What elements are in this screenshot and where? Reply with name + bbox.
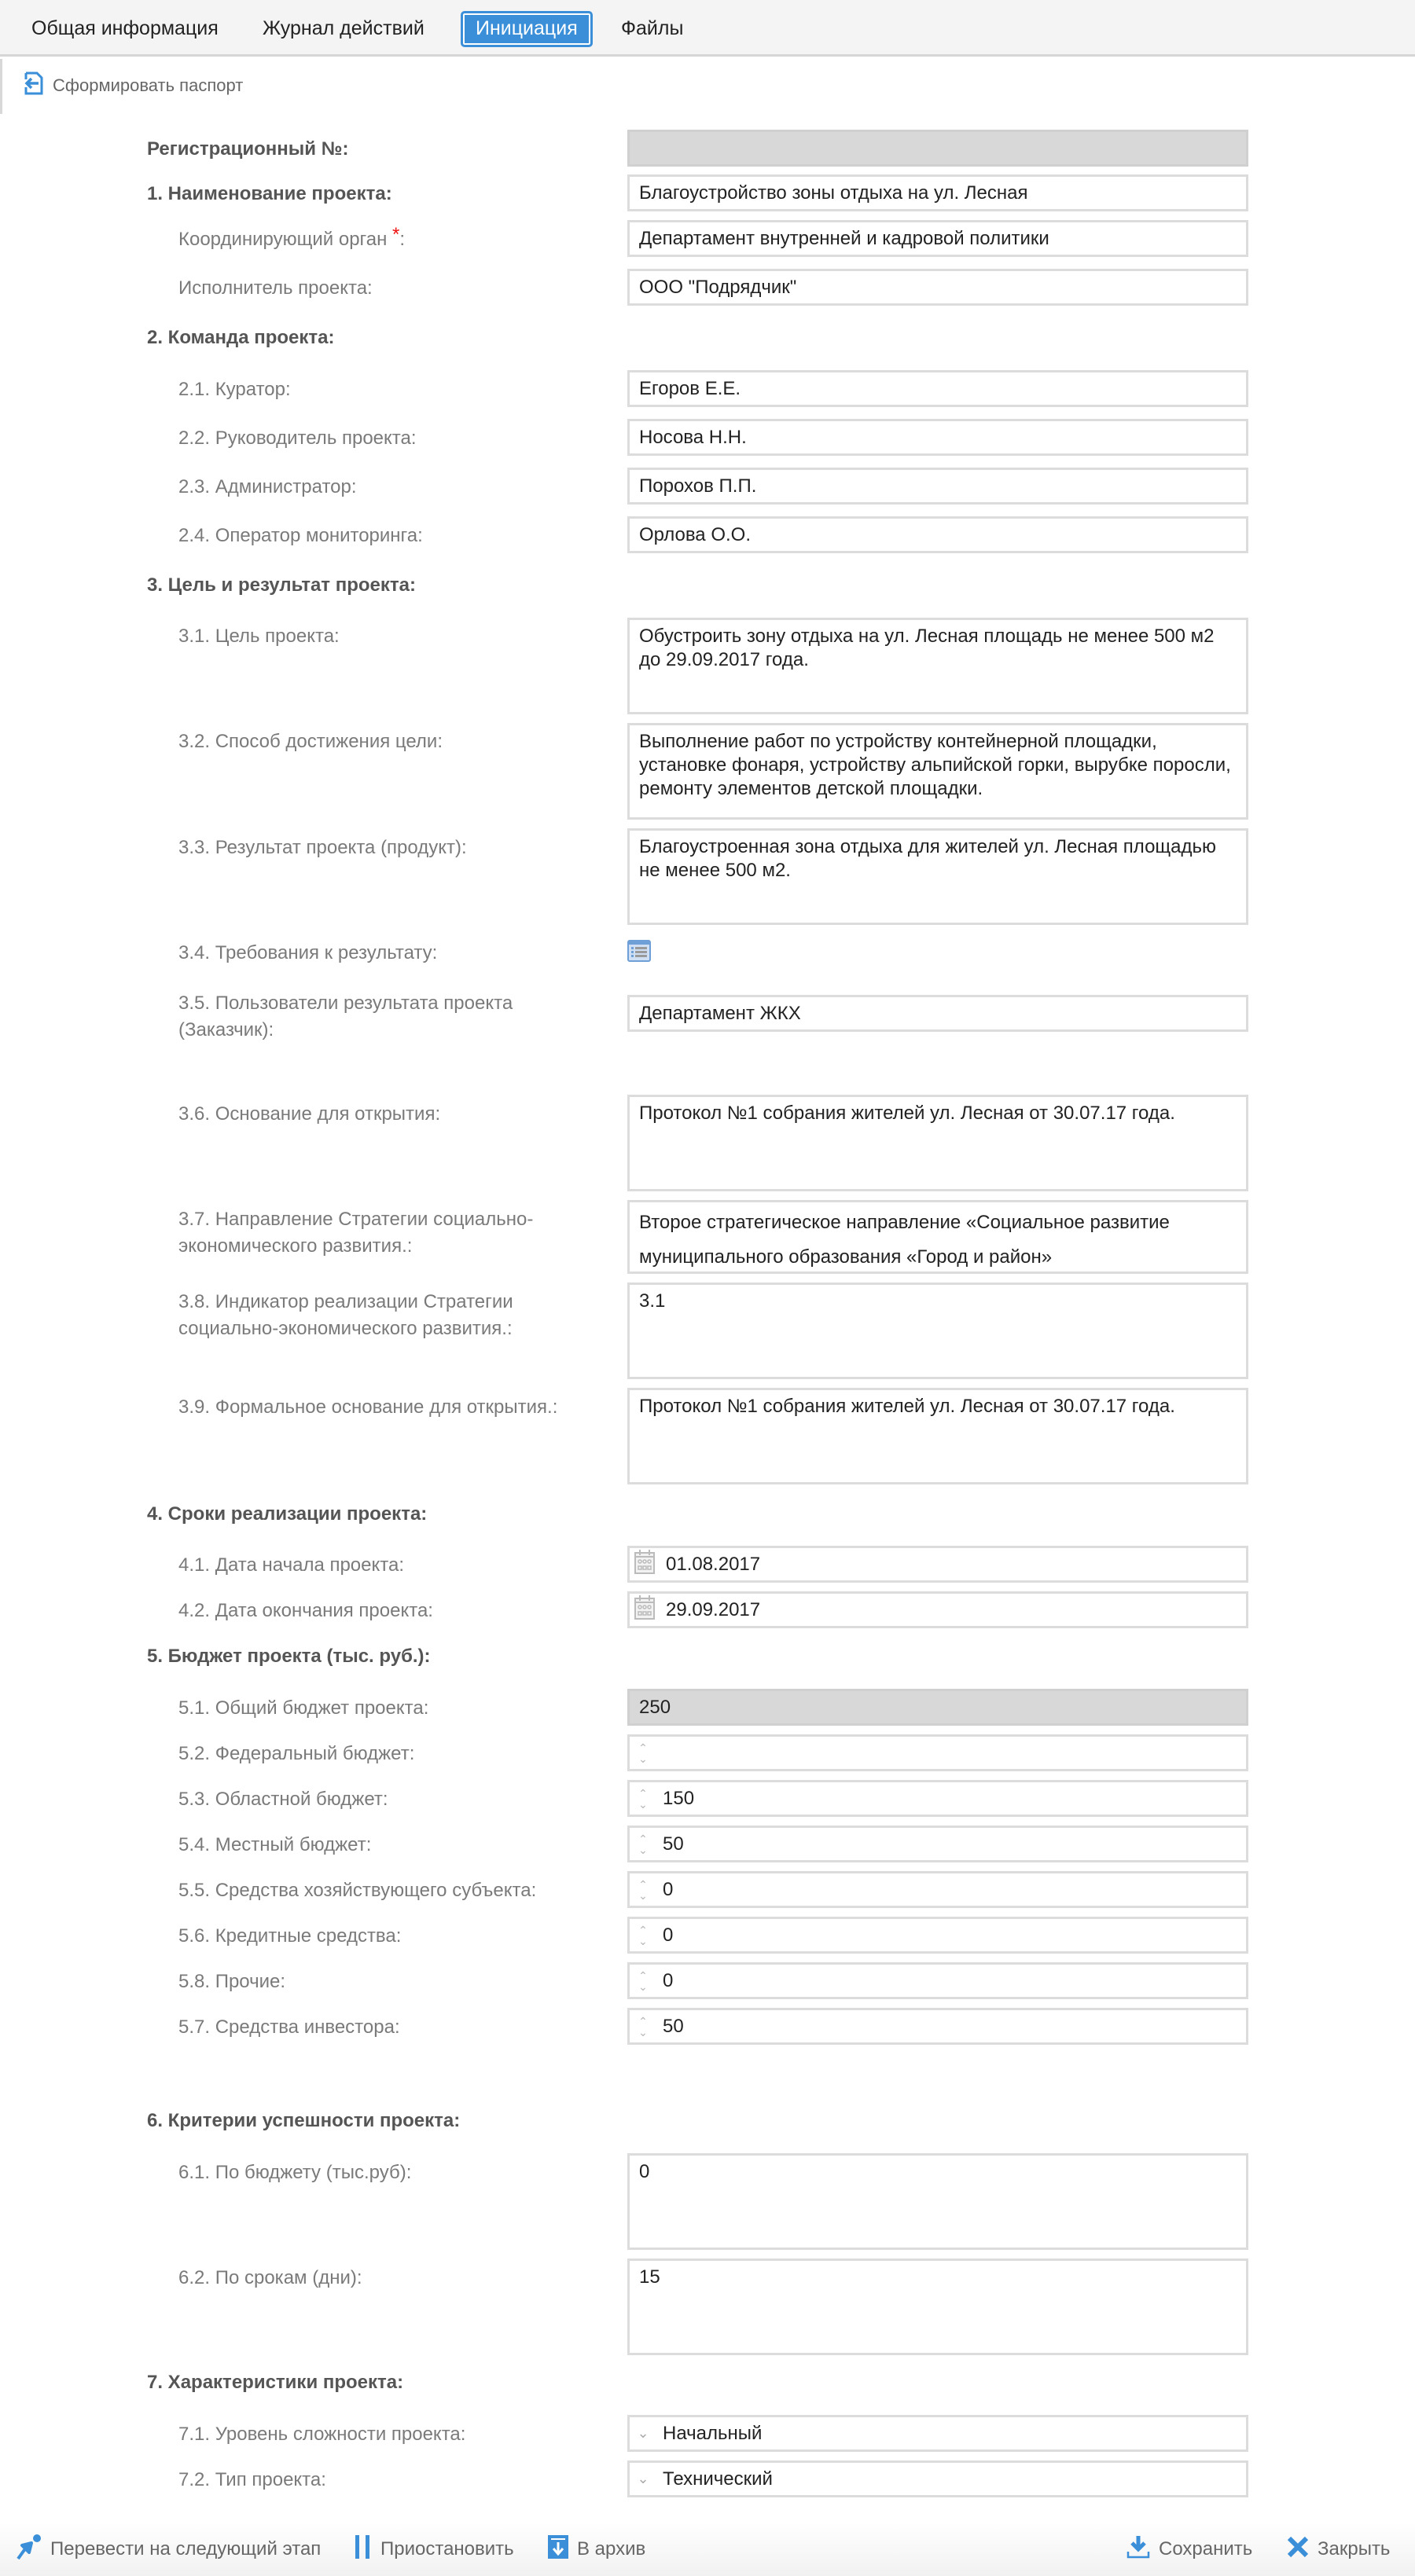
basis-textarea[interactable]: Протокол №1 собрания жителей ул. Лесная от 30.07.17 года. — [627, 1095, 1248, 1191]
archive-label: В архив — [577, 2538, 646, 2559]
spinner-arrows-icon[interactable]: ⌃ ⌄ — [638, 1786, 648, 1811]
users-label: 3.5. Пользователи результата проекта (Заказчик): — [178, 993, 513, 1040]
save-label: Сохранить — [1159, 2538, 1253, 2559]
budget-row-stepper[interactable] — [627, 1826, 1248, 1862]
budget-row-stepper[interactable] — [627, 1917, 1248, 1954]
complexity-value: Начальный — [663, 2422, 763, 2444]
curator-label: 2.1. Куратор: — [178, 379, 291, 400]
type-select[interactable] — [627, 2460, 1248, 2497]
goal-textarea[interactable]: Обустроить зону отдыха на ул. Лесная площадь не менее 500 м2 до 29.09.2017 года. — [627, 618, 1248, 714]
complexity-label: 7.1. Уровень сложности проекта: — [178, 2424, 466, 2445]
requirements-list-icon[interactable] — [627, 940, 651, 962]
suspend-button[interactable] — [354, 2535, 514, 2563]
calendar-icon[interactable] — [634, 1594, 655, 1626]
crit-time-textarea[interactable]: 15 — [627, 2259, 1248, 2355]
section-2-title: 2. Команда проекта: — [147, 327, 335, 348]
next-stage-button[interactable] — [16, 2535, 321, 2563]
chevron-down-icon: ⌄ — [637, 2471, 649, 2486]
budget-row-label: 5.7. Средства инвестора: — [178, 2016, 400, 2038]
section-4-title: 4. Сроки реализации проекта: — [147, 1503, 428, 1525]
type-value: Технический — [663, 2468, 773, 2490]
budget-row-label: 5.5. Средства хозяйствующего субъекта: — [178, 1880, 537, 1901]
method-label: 3.2. Способ достижения цели: — [178, 731, 443, 752]
start-date-field[interactable] — [627, 1546, 1248, 1583]
archive-icon — [547, 2534, 569, 2565]
spinner-arrows-icon[interactable]: ⌃ ⌄ — [638, 1969, 648, 1993]
download-icon — [1126, 2534, 1151, 2565]
close-button[interactable] — [1286, 2535, 1390, 2563]
budget-row-value: 0 — [663, 1924, 674, 1946]
next-stage-label: Перевести на следующий этап — [50, 2538, 322, 2559]
budget-row-value: 150 — [663, 1787, 695, 1809]
admin-field[interactable]: Порохов П.П. — [627, 468, 1248, 505]
budget-row-value: 50 — [663, 1833, 684, 1855]
reg-number-field[interactable] — [627, 130, 1248, 167]
budget-total-label: 5.1. Общий бюджет проекта: — [178, 1697, 429, 1719]
coordinator-label: Координирующий орган *: — [178, 224, 406, 250]
strategy-label: 3.7. Направление Стратегии социально-экономического развития.: — [178, 1209, 534, 1257]
save-button[interactable] — [1126, 2535, 1252, 2563]
basis-label: 3.6. Основание для открытия: — [178, 1103, 441, 1125]
strategy-field[interactable]: Второе стратегическое направление «Социальное развитие муниципального образования «Город и район» — [627, 1200, 1248, 1274]
monitor-field[interactable]: Орлова О.О. — [627, 516, 1248, 553]
tab-bar — [0, 0, 1415, 57]
spinner-arrows-icon[interactable]: ⌃ ⌄ — [638, 1877, 648, 1902]
executor-field[interactable]: ООО "Подрядчик" — [627, 269, 1248, 306]
export-document-icon — [23, 72, 45, 100]
spinner-arrows-icon[interactable]: ⌃ ⌄ — [638, 1741, 648, 1765]
project-name-field[interactable]: Благоустройство зоны отдыха на ул. Лесная — [627, 174, 1248, 211]
budget-row-stepper[interactable] — [627, 1871, 1248, 1908]
tab-files[interactable]: Файлы — [621, 17, 684, 39]
end-date-label: 4.2. Дата окончания проекта: — [178, 1600, 433, 1621]
budget-row-label: 5.4. Местный бюджет: — [178, 1834, 372, 1855]
method-textarea[interactable]: Выполнение работ по устройству контейнерной площадки, установке фонаря, устройству альпийской горки, вырубке поросли, ремонту элементов детской площадки. — [627, 723, 1248, 820]
archive-button[interactable] — [547, 2535, 645, 2563]
generate-passport-button[interactable] — [23, 72, 243, 100]
toolbar — [0, 59, 1415, 114]
result-label: 3.3. Результат проекта (продукт): — [178, 837, 467, 858]
spinner-arrows-icon[interactable]: ⌃ ⌄ — [638, 1832, 648, 1856]
calendar-icon[interactable] — [634, 1548, 655, 1580]
coordinator-field[interactable]: Департамент внутренней и кадровой политики — [627, 220, 1248, 257]
tab-initiation[interactable]: Инициация — [461, 11, 593, 47]
suspend-label: Приостановить — [380, 2538, 514, 2559]
tab-general-info[interactable]: Общая информация — [31, 17, 219, 39]
budget-row-label: 5.3. Областной бюджет: — [178, 1789, 388, 1810]
indicator-textarea[interactable]: 3.1 — [627, 1282, 1248, 1379]
budget-row-label: 5.8. Прочие: — [178, 1971, 286, 1992]
indicator-label: 3.8. Индикатор реализации Стратегии социально-экономического развития.: — [178, 1291, 513, 1339]
section-7-title: 7. Характеристики проекта: — [147, 2372, 404, 2393]
crit-budget-label: 6.1. По бюджету (тыс.руб): — [178, 2162, 412, 2183]
goal-label: 3.1. Цель проекта: — [178, 626, 340, 647]
spinner-arrows-icon[interactable]: ⌃ ⌄ — [638, 1923, 648, 1947]
start-date-label: 4.1. Дата начала проекта: — [178, 1554, 405, 1576]
crit-budget-textarea[interactable]: 0 — [627, 2153, 1248, 2250]
admin-label: 2.3. Администратор: — [178, 476, 357, 497]
section-3-title: 3. Цель и результат проекта: — [147, 574, 416, 596]
budget-row-stepper[interactable] — [627, 1734, 1248, 1771]
budget-row-label: 5.2. Федеральный бюджет: — [178, 1743, 415, 1764]
manager-field[interactable]: Носова Н.Н. — [627, 419, 1248, 456]
manager-label: 2.2. Руководитель проекта: — [178, 427, 417, 449]
tab-action-log[interactable]: Журнал действий — [263, 17, 424, 39]
generate-passport-label: Сформировать паспорт — [53, 75, 244, 95]
reg-number-label: Регистрационный №: — [147, 138, 349, 160]
chevron-down-icon: ⌄ — [637, 2425, 649, 2441]
required-mark: * — [392, 224, 400, 245]
budget-row-label: 5.6. Кредитные средства: — [178, 1925, 402, 1947]
next-stage-icon — [16, 2534, 42, 2566]
budget-row-stepper[interactable] — [627, 2008, 1248, 2045]
spinner-arrows-icon[interactable]: ⌃ ⌄ — [638, 2014, 648, 2038]
formal-basis-label: 3.9. Формальное основание для открытия.: — [178, 1396, 558, 1418]
bottom-action-bar — [0, 2523, 1415, 2576]
users-field[interactable]: Департамент ЖКХ — [627, 995, 1248, 1032]
budget-row-stepper[interactable] — [627, 1780, 1248, 1817]
curator-field[interactable]: Егоров Е.Е. — [627, 370, 1248, 407]
section-5-title: 5. Бюджет проекта (тыс. руб.): — [147, 1646, 431, 1667]
budget-row-value: 0 — [663, 1878, 674, 1900]
close-icon — [1286, 2535, 1310, 2564]
executor-label: Исполнитель проекта: — [178, 277, 373, 299]
complexity-select[interactable] — [627, 2415, 1248, 2452]
close-label: Закрыть — [1318, 2538, 1391, 2559]
result-textarea[interactable]: Благоустроенная зона отдыха для жителей ул. Лесная площадью не менее 500 м2. — [627, 828, 1248, 925]
type-label: 7.2. Тип проекта: — [178, 2469, 326, 2490]
section-6-title: 6. Критерии успешности проекта: — [147, 2110, 461, 2131]
requirements-label: 3.4. Требования к результату: — [178, 942, 438, 963]
budget-total-field: 250 — [627, 1689, 1248, 1726]
monitor-label: 2.4. Оператор мониторинга: — [178, 525, 423, 546]
start-date-value: 01.08.2017 — [666, 1553, 761, 1575]
formal-basis-textarea[interactable]: Протокол №1 собрания жителей ул. Лесная от 30.07.17 года. — [627, 1388, 1248, 1484]
pause-icon — [354, 2534, 373, 2566]
end-date-field[interactable] — [627, 1591, 1248, 1628]
budget-row-value: 0 — [663, 1969, 674, 1991]
budget-row-stepper[interactable] — [627, 1962, 1248, 1999]
budget-row-value: 50 — [663, 2015, 684, 2037]
section-1-title: 1. Наименование проекта: — [147, 183, 392, 204]
crit-time-label: 6.2. По срокам (дни): — [178, 2267, 362, 2288]
end-date-value: 29.09.2017 — [666, 1598, 761, 1620]
